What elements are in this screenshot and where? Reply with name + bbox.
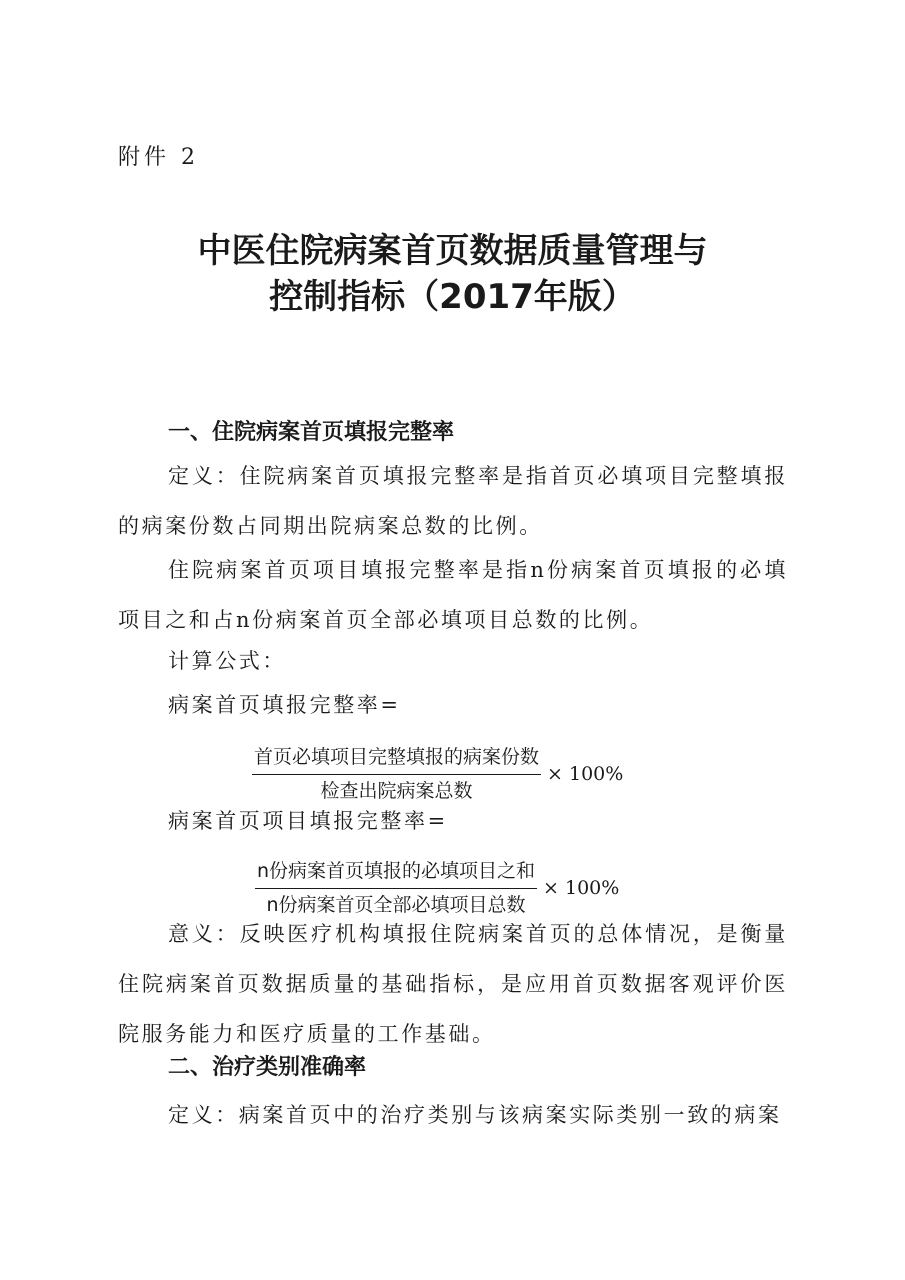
section-1-heading: 一、住院病案首页填报完整率: [168, 420, 455, 445]
formula-1-fraction: [252, 743, 541, 805]
document-title-line-2: 控制指标（2017年版）: [269, 277, 636, 317]
formula-2-numerator: n份病案首页填报的必填项目之和: [257, 860, 536, 882]
formula-label: 计算公式：: [168, 649, 286, 673]
section-1-definition: 定义：住院病案首页填报完整率是指首页必填项目完整填报的病案份数占同期出院病案总数的比例。: [118, 464, 788, 538]
formula-2-multiplier: × 100%: [543, 877, 620, 899]
formula-1: [252, 743, 623, 805]
fraction-bar: [252, 774, 541, 775]
formula-2-denominator: n份病案首页全部必填项目总数: [266, 894, 526, 916]
document-title-line-1: 中医住院病案首页数据质量管理与: [197, 231, 708, 271]
section-2-definition: 定义：病案首页中的治疗类别与该病案实际类别一致的病案: [168, 1103, 782, 1127]
formula-1-denominator: 检查出院病案总数: [320, 780, 473, 802]
formula-1-numerator: 首页必填项目完整填报的病案份数: [254, 746, 540, 768]
fraction-bar: [255, 888, 537, 889]
formula-2-label: 病案首页项目填报完整率=: [168, 809, 448, 833]
section-1-significance: 意义：反映医疗机构填报住院病案首页的总体情况，是衡量住院病案首页数据质量的基础指标，是应用首页数据客观评价医院服务能力和医疗质量的工作基础。: [118, 922, 788, 1046]
formula-1-multiplier: × 100%: [547, 763, 624, 785]
section-2-heading: 二、治疗类别准确率: [168, 1055, 367, 1080]
attachment-label: 附件 2: [118, 145, 199, 170]
formula-1-label: 病案首页填报完整率=: [168, 693, 401, 717]
section-1-item-definition: 住院病案首页项目填报完整率是指n份病案首页填报的必填项目之和占n份病案首页全部必填项目总数的比例。: [118, 558, 788, 632]
